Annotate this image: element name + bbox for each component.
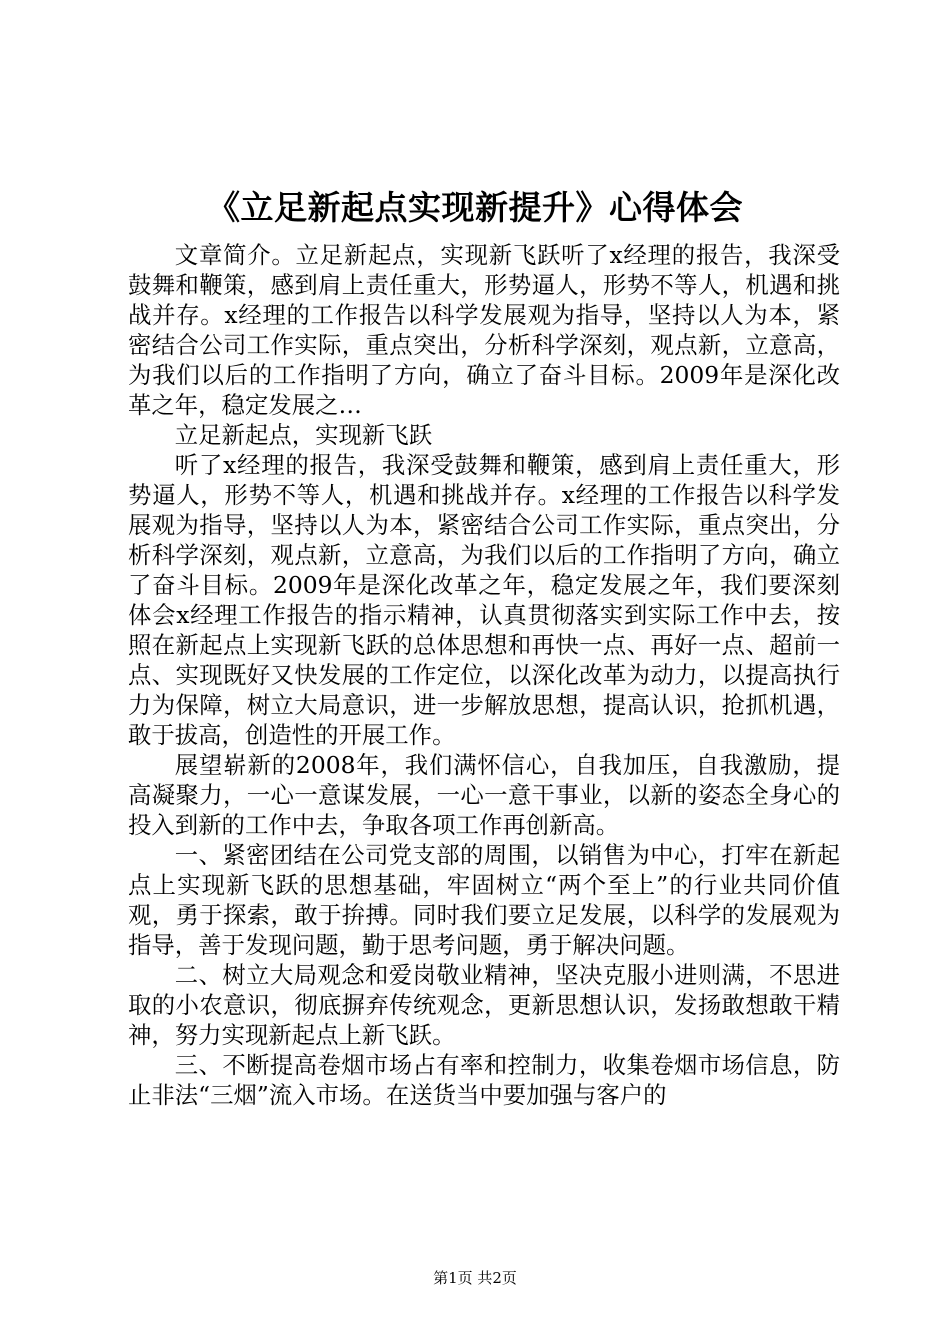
document-title: 《立足新起点实现新提升》心得体会 [207, 188, 743, 227]
paragraph-intro: 文章简介。立足新起点，实现新飞跃听了x经理的报告，我深受鼓舞和鞭策，感到肩上责任重大，形势逼人，形势不等人，机遇和挑战并存。x经理的工作报告以科学发展观为指导，坚持以人为本，紧密结合公司工作实际，重点突出，分析科学深刻，观点新，立意高，为我们以后的工作指明了方向，确立了奋斗目标。2009年是深化改革之年，稳定发展之… [128, 241, 840, 419]
page-number-footer: 第1页 共2页 [433, 1269, 517, 1287]
paragraph-point-one: 一、紧密团结在公司党支部的周围，以销售为中心，打牢在新起点上实现新飞跃的思想基础，牢固树立“两个至上”的行业共同价值观，勇于探索，敢于拚搏。同时我们要立足发展，以科学的发展观为指导，善于发现问题，勤于思考问题，勇于解决问题。 [128, 841, 840, 959]
paragraph-point-two: 二、树立大局观念和爱岗敬业精神，坚决克服小进则满，不思进取的小农意识，彻底摒弃传统观念，更新思想认识，发扬敢想敢干精神，努力实现新起点上新飞跃。 [128, 961, 840, 1049]
paragraph-subheading: 立足新起点，实现新飞跃 [174, 421, 433, 449]
paragraph-point-three: 三、不断提高卷烟市场占有率和控制力，收集卷烟市场信息，防止非法“三烟”流入市场。在送货当中要加强与客户的 [128, 1051, 840, 1109]
paragraph-outlook: 展望崭新的2008年，我们满怀信心，自我加压，自我激励，提高凝聚力，一心一意谋发展，一心一意干事业，以新的姿态全身心的投入到新的工作中去，争取各项工作再创新高。 [128, 751, 840, 839]
paragraph-report: 听了x经理的报告，我深受鼓舞和鞭策，感到肩上责任重大，形势逼人，形势不等人，机遇和挑战并存。x经理的工作报告以科学发展观为指导，坚持以人为本，紧密结合公司工作实际，重点突出，分析科学深刻，观点新，立意高，为我们以后的工作指明了方向，确立了奋斗目标。2009年是深化改革之年，稳定发展之年，我们要深刻体会x经理工作报告的指示精神，认真贯彻落实到实际工作中去，按照在新起点上实现新飞跃的总体思想和再快一点、再好一点、超前一点、实现既好又快发展的工作定位，以深化改革为动力，以提高执行力为保障，树立大局意识，进一步解放思想，提高认识，抢抓机遇，敢于拔高，创造性的开展工作。 [128, 451, 840, 749]
document-body [128, 240, 840, 1110]
